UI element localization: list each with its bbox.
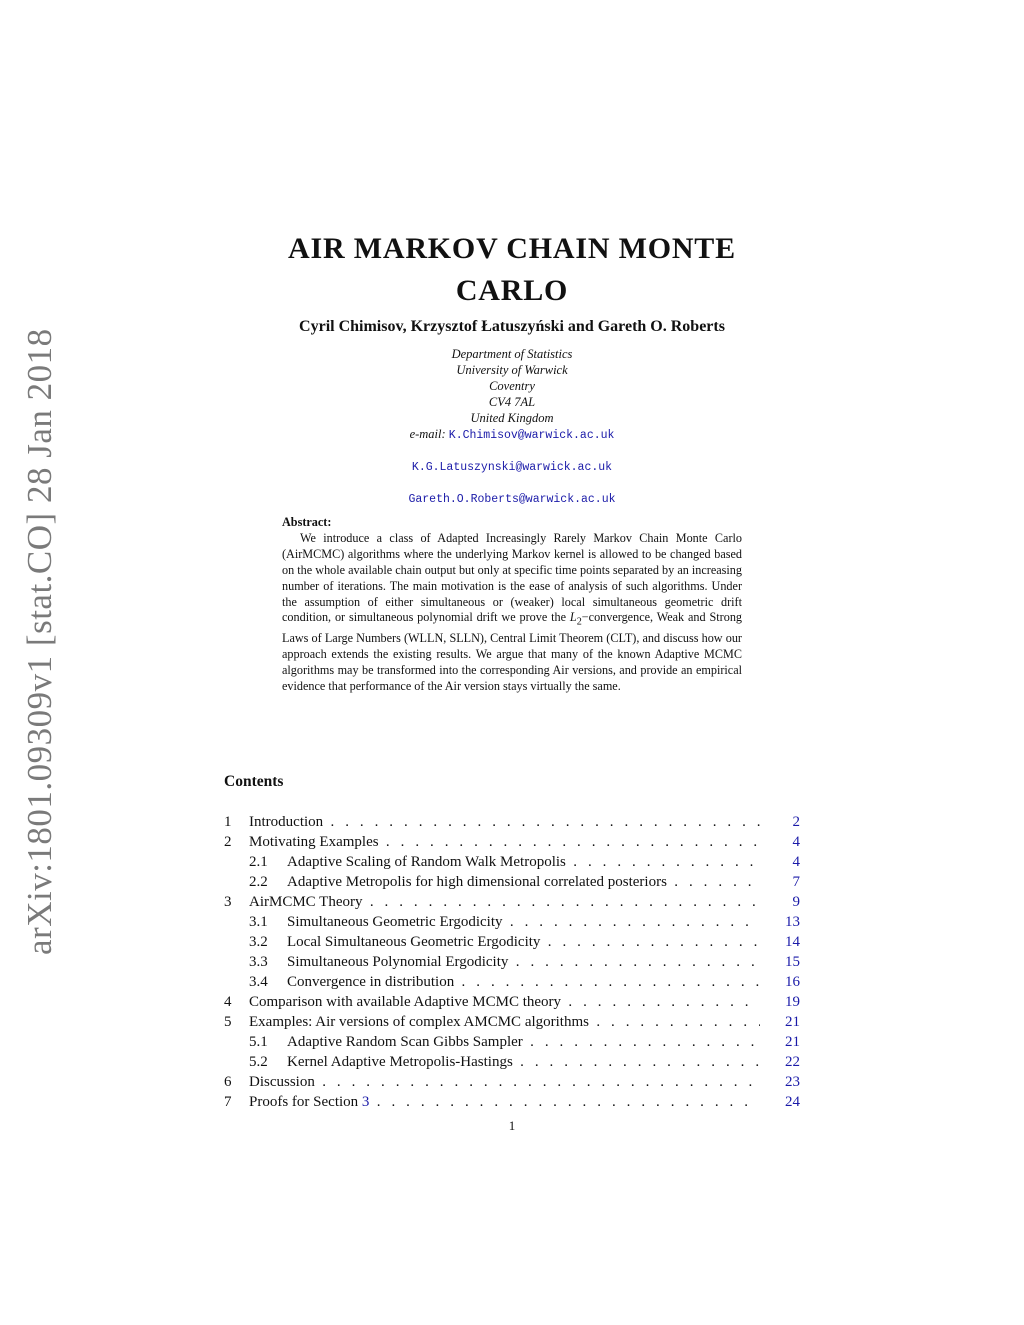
abstract-text-part-1: We introduce a class of Adapted Increasingly Rarely Markov Chain Monte Carlo (AirMCMC) algorithms where the underlying Markov kernel is allowed to be changed based on the whole available chain output but only at specific time points separated by an increasing number of iterations. The main motivation is the ease of analysis of such algorithms. Under the assumption of either simultaneous or (weaker) local simultaneous geometric drift condition, or simultaneous polynomial drift we prove the (282, 530, 742, 625)
toc-entry-title-wrap (287, 1032, 760, 1052)
toc-entry[interactable] (224, 1072, 800, 1092)
affiliation-university: University of Warwick (456, 363, 568, 377)
toc-entry-number: 5.2 (249, 1054, 268, 1070)
toc-entry-number: 2.2 (249, 874, 268, 890)
email-link-chimisov[interactable]: K.Chimisov@warwick.ac.uk (448, 429, 615, 442)
toc-entry-title: Adaptive Metropolis for high dimensional correlated posteriors (287, 874, 667, 890)
toc-page-link[interactable]: 23 (768, 1072, 800, 1092)
toc-entry[interactable] (224, 932, 800, 952)
toc-page-link[interactable]: 7 (768, 872, 800, 892)
toc-entry-title-wrap (287, 932, 760, 952)
affiliation-city: Coventry (489, 379, 535, 393)
toc-entry[interactable] (224, 812, 800, 832)
toc-page-link[interactable]: 4 (768, 852, 800, 872)
toc-entry[interactable] (224, 912, 800, 932)
toc-page-link[interactable]: 9 (768, 892, 800, 912)
table-of-contents (224, 812, 800, 1112)
toc-entry-number: 6 (224, 1074, 232, 1090)
toc-section-reference-link[interactable]: 3 (361, 1094, 370, 1110)
toc-entry-title: Comparison with available Adaptive MCMC theory (249, 994, 562, 1010)
toc-entry[interactable] (224, 992, 800, 1012)
abstract-heading: Abstract: (282, 515, 332, 529)
toc-entry-title-wrap (249, 832, 760, 852)
math-subscript-2: 2 (576, 616, 582, 628)
toc-entry-title-wrap (249, 1072, 760, 1092)
paper-title (200, 228, 824, 312)
toc-page-link[interactable]: 2 (768, 812, 800, 832)
toc-page-link[interactable]: 24 (768, 1092, 800, 1112)
affiliation-department: Department of Statistics (451, 347, 573, 361)
toc-entry-number: 2.1 (249, 854, 268, 870)
toc-page-link[interactable]: 15 (768, 952, 800, 972)
toc-entry-number: 7 (224, 1094, 232, 1110)
toc-entry-number: 5.1 (249, 1034, 268, 1050)
toc-entry-title: AirMCMC Theory (249, 894, 363, 910)
math-symbol-l: L (569, 610, 577, 625)
toc-entry-title: Motivating Examples (249, 834, 379, 850)
page-number: 1 (508, 1118, 516, 1133)
toc-entry[interactable] (224, 872, 800, 892)
toc-entry-number: 4 (224, 994, 232, 1010)
toc-entry[interactable] (224, 1012, 800, 1032)
toc-entry-number: 3.1 (249, 914, 268, 930)
email-label: e-mail: (409, 427, 446, 441)
toc-entry-title: Proofs for Section (249, 1094, 359, 1110)
toc-entry-title-wrap (287, 952, 760, 972)
toc-entry-title: Convergence in distribution (287, 974, 455, 990)
toc-entry-number: 2 (224, 834, 232, 850)
toc-page-link[interactable]: 21 (768, 1012, 800, 1032)
toc-entry-title-wrap (287, 912, 760, 932)
toc-entry-title-wrap (287, 852, 760, 872)
toc-page-link[interactable]: 4 (768, 832, 800, 852)
toc-entry[interactable] (224, 1052, 800, 1072)
toc-entry-number: 3.2 (249, 934, 268, 950)
toc-entry[interactable] (224, 952, 800, 972)
toc-entry-title: Kernel Adaptive Metropolis-Hastings (287, 1054, 513, 1070)
toc-entry[interactable] (224, 1032, 800, 1052)
arxiv-identifier-stamp: arXiv:1801.09309v1 [stat.CO] 28 Jan 2018 (20, 328, 59, 955)
toc-entry[interactable] (224, 852, 800, 872)
toc-entry-title: Local Simultaneous Geometric Ergodicity (287, 934, 541, 950)
toc-page-link[interactable]: 13 (768, 912, 800, 932)
email-link-roberts[interactable]: Gareth.O.Roberts@warwick.ac.uk (408, 493, 616, 506)
toc-entry-title-wrap (249, 1092, 760, 1112)
toc-entry-title-wrap (287, 1052, 760, 1072)
affiliation-postcode: CV4 7AL (488, 395, 536, 409)
toc-entry-title: Simultaneous Geometric Ergodicity (287, 914, 503, 930)
toc-entry-title: Introduction (249, 814, 324, 830)
toc-entry-number: 3.4 (249, 974, 268, 990)
paper-title-line-1: AIR MARKOV CHAIN MONTE (288, 232, 736, 265)
email-line-3 (300, 490, 724, 506)
toc-page-link[interactable]: 14 (768, 932, 800, 952)
toc-entry-number: 5 (224, 1014, 232, 1030)
toc-page-link[interactable]: 22 (768, 1052, 800, 1072)
email-line-2 (300, 458, 724, 474)
toc-entry-title-wrap (249, 992, 760, 1012)
contents-heading: Contents (224, 773, 284, 790)
toc-page-link[interactable]: 21 (768, 1032, 800, 1052)
email-line-1 (300, 426, 724, 442)
email-block (300, 426, 724, 506)
toc-entry-title-wrap (249, 892, 760, 912)
toc-entry-number: 3.3 (249, 954, 268, 970)
toc-entry-number: 3 (224, 894, 232, 910)
toc-entry-title-wrap (249, 812, 760, 832)
toc-page-link[interactable]: 19 (768, 992, 800, 1012)
author-list: Cyril Chimisov, Krzysztof Łatuszyński and Gareth O. Roberts (299, 318, 725, 335)
toc-entry-title: Adaptive Scaling of Random Walk Metropolis (287, 854, 566, 870)
affiliation-block (300, 346, 724, 426)
toc-entry[interactable] (224, 972, 800, 992)
toc-entry-title: Adaptive Random Scan Gibbs Sampler (287, 1034, 523, 1050)
toc-entry[interactable] (224, 892, 800, 912)
toc-page-link[interactable]: 16 (768, 972, 800, 992)
toc-entry[interactable] (224, 1092, 800, 1112)
toc-entry[interactable] (224, 832, 800, 852)
toc-entry-title-wrap (249, 1012, 760, 1032)
email-link-latuszynski[interactable]: K.G.Latuszynski@warwick.ac.uk (411, 461, 613, 474)
toc-entry-title-wrap (287, 972, 760, 992)
abstract-body (282, 531, 742, 695)
toc-entry-title: Simultaneous Polynomial Ergodicity (287, 954, 509, 970)
abstract (282, 515, 742, 694)
paper-title-line-2: CARLO (455, 274, 569, 307)
abstract-text-part-2: −convergence, Weak and Strong Laws of Large Numbers (WLLN, SLLN), Central Limit Theorem (CLT), and discuss how our approach extends the existing results. We argue that many of the known Adaptive MCMC algorithms may be transformed into the corresponding Air versions, and provide an empirical evidence that performance of the Air version stays virtually the same. (282, 610, 743, 693)
toc-entry-number: 1 (224, 814, 232, 830)
toc-entry-title: Examples: Air versions of complex AMCMC algorithms (249, 1014, 589, 1030)
toc-entry-title: Discussion (249, 1074, 315, 1090)
toc-entry-title-wrap (287, 872, 760, 892)
affiliation-country: United Kingdom (470, 411, 554, 425)
